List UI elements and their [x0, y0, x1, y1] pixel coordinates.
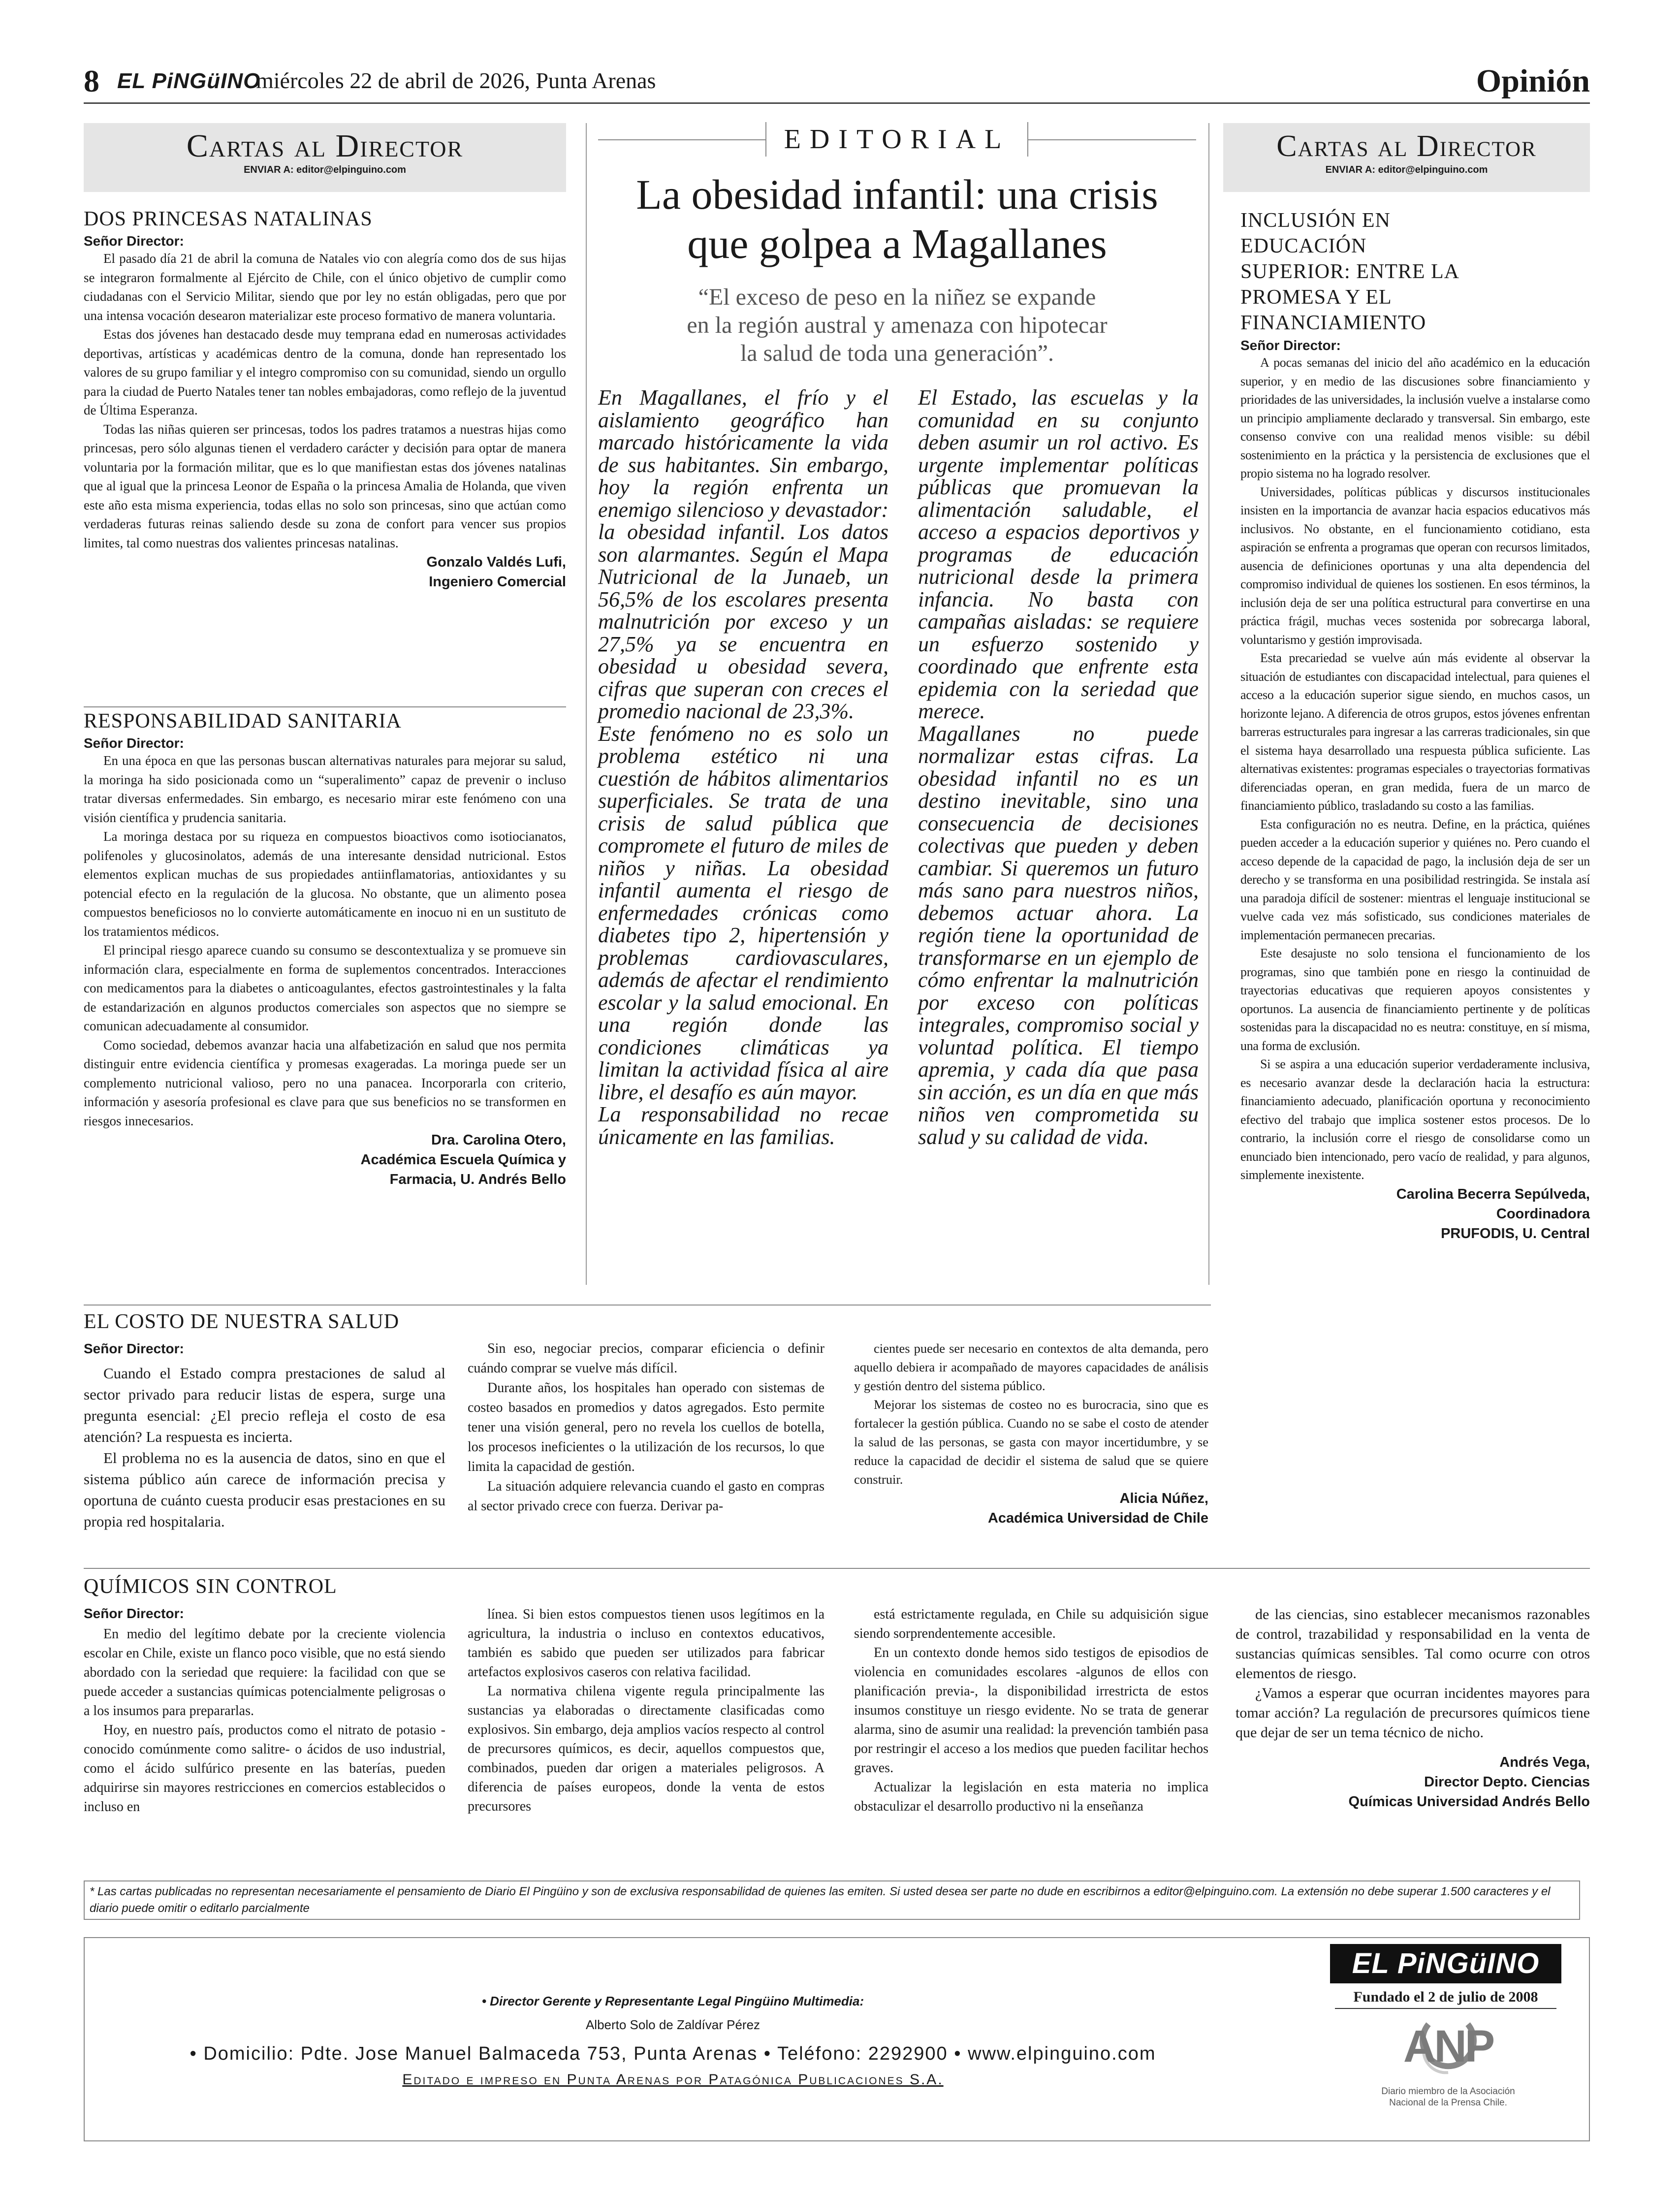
- paragraph: Este fenómeno no es solo un problema estético ni una cuestión de hábitos alimentarios superficiales. Se trata de una crisis de salud pública que compromete el futuro de miles de niños y niñas. La obesidad infantil aumenta el riesgo de enfermedades crónicas como diabetes tipo 2, hipertensión y problemas cardiovasculares, además de afectar el rendimiento escolar y la salud emocional. En una región donde las condiciones climáticas ya limitan la actividad física al aire libre, el desafío es aún mayor.: [598, 721, 888, 1104]
- salud-col-3: [854, 1339, 1208, 1528]
- signature-line: Alicia Núñez,: [1119, 1491, 1208, 1506]
- paragraph: En Magallanes, el frío y el aislamiento geográfico han marcado históricamente la vida de sus habitantes. Sin embargo, hoy la región enfrenta un enemigo silencioso y devastador: la obesidad infantil. Los datos son alarmantes. Según el Mapa Nutricional de la Junaeb, un 56,5% de los escolares presenta malnutrición por exceso y un 27,5% ya se encuentra en obesidad u obesidad severa, cifras que superan con creces el promedio nacional de 23,3%.: [598, 385, 888, 723]
- editorial-label-box: [598, 122, 1196, 157]
- signature: [1240, 1184, 1590, 1243]
- paragraph: La situación adquiere relevancia cuando el gasto en compras al sector privado crece con fuerza. Derivar pa-: [468, 1479, 824, 1514]
- signature: [854, 1489, 1208, 1528]
- signature-line: Carolina Becerra Sepúlveda,: [1396, 1186, 1590, 1202]
- paragraph: Estas dos jóvenes han destacado desde muy temprana edad en numerosas actividades deportivas, artísticas y académicas dentro de la comuna, donde han representado los valores de su grupo familiar y el integro compromiso con su comunidad, siendo un orgullo para la ciudad de Puerto Natales tener tan nobles embajadoras, como reflejo de la juventud de Última Esperanza.: [84, 327, 566, 417]
- headline-line: que golpea a Magallanes: [687, 220, 1107, 267]
- director-label: • Director Gerente y Representante Legal Pingüino Multimedia:: [481, 1994, 864, 2008]
- paragraph: La responsabilidad no recae únicamente en las familias.: [598, 1102, 888, 1149]
- page-header: [84, 62, 1590, 101]
- paragraph: En una época en que las personas buscan alternativas naturales para mejorar su salud, la moringa ha sido posicionada como un “superalimento” capaz de prevenir o incluso tratar diversas enfermedades. Sin embargo, es necesario mirar este fenómeno con una visión científica y prudencia sanitaria.: [84, 753, 566, 825]
- anp-logo: [1394, 2014, 1502, 2083]
- signature-line: PRUFODIS, U. Central: [1441, 1225, 1590, 1242]
- letter-title: QUÍMICOS SIN CONTROL: [84, 1575, 337, 1598]
- signature: [1236, 1752, 1590, 1812]
- paragraph: Esta configuración no es neutra. Define, en la práctica, quiénes pueden acceder a la educación superior y quiénes no. Pero cuando el acceso depende de la capacidad de pago, la inclusión deja de ser un derecho y se transforma en una posibilidad restringida. Se instala así una paradoja difícil de sostener: mientras el lenguaje institucional se vuelve cada vez más sofisticado, sus condiciones materiales de implementación permanecen precarias.: [1240, 817, 1590, 942]
- anp-caption-line: Nacional de la Prensa Chile.: [1389, 2098, 1507, 2108]
- paragraph: Durante años, los hospitales han operado con sistemas de costeo basados en promedios y datos agregados. Esto permite tener una visión general, pero no revela los cuellos de botella, los procesos ineficientes o la utilización de los recursos, lo que limita la capacidad de gestión.: [468, 1380, 824, 1474]
- cartas-header-left: [84, 123, 566, 192]
- editorial-col-2: [918, 386, 1199, 1148]
- letter-title: RESPONSABILIDAD SANITARIA: [84, 710, 402, 733]
- salutation: Señor Director:: [1240, 338, 1341, 353]
- paragraph: Como sociedad, debemos avanzar hacia una alfabetización en salud que nos permita distinguir entre evidencia científica y promesas exageradas. La moringa puede ser un complemento nutricional valioso, pero no una panacea. Incorporarla con criterio, información y asesoría profesional es clave para que sus beneficios no se transformen en riesgos innecesarios.: [84, 1037, 566, 1128]
- cartas-title: Cartas al Director: [1276, 129, 1537, 163]
- paragraph: de las ciencias, sino establecer mecanismos razonables de control, trazabilidad y responsabilidad en la venta de sustancias químicas sensibles. Tal como ocurre con otros elementos de riesgo.: [1236, 1606, 1590, 1682]
- paragraph: Magallanes no puede normalizar estas cifras. La obesidad infantil no es un destino inevitable, sino una consecuencia de decisiones colectivas que pueden y deben cambiar. Si queremos un futuro más sano para nuestros niños, debemos actuar ahora. La región tiene la oportunidad de transformarse en un ejemplo de cómo enfrentar la malnutrición por exceso con políticas integrales, compromiso social y voluntad política. El tiempo apremia, y cada día que pasa sin acción, es un día en que más niños ven comprometida su salud y su calidad de vida.: [918, 721, 1199, 1149]
- signature-line: Ingeniero Comercial: [429, 574, 566, 590]
- signature-line: Coordinadora: [1496, 1206, 1590, 1222]
- deck-line: la salud de toda una generación”.: [740, 340, 1054, 366]
- disclaimer-box: [84, 1880, 1580, 1920]
- anp-caption: [1355, 2086, 1542, 2108]
- paragraph: Todas las niñas quieren ser princesas, todos los padres tratamos a nuestras hijas como princesas, pero sólo algunas tienen el verdadero carácter y decisión para optar de manera voluntaria por la formación militar, que es lo que manifiestan estas dos jóvenes natalinas que al igual que la princesa Leonor de España o la princesa Amalia de Holanda, que viven este año esta misma experiencia, todas ellas no solo son princesas, sino que actúan como verdaderas futuras reinas saliendo desde su zona de confort para vencer sus propios limites, tal como nuestras dos valientes princesas natalinas.: [84, 421, 566, 550]
- founded-rule: [1335, 2008, 1556, 2009]
- divider: [84, 706, 566, 707]
- signature-line: Gonzalo Valdés Lufi,: [426, 554, 566, 570]
- signature-line: Farmacia, U. Andrés Bello: [389, 1172, 566, 1187]
- deck-line: “El exceso de peso en la niñez se expande: [698, 284, 1096, 310]
- editorial-right-rule: [1208, 123, 1209, 1285]
- quimicos-col-3: [854, 1605, 1208, 1816]
- anp-letters: ANP: [1403, 2021, 1493, 2071]
- signature-line: Andrés Vega,: [1499, 1754, 1590, 1770]
- footer-logo: EL PiNGüINO: [1330, 1944, 1561, 1983]
- address-line: • Domicilio: Pdte. Jose Manuel Balmaceda 753, Punta Arenas • Teléfono: 2292900 • www.elpinguino.com: [190, 2043, 1156, 2064]
- disclaimer-text: * Las cartas publicadas no representan necesariamente el pensamiento de Diario El Pingüino y son de exclusiva responsabilidad de quienes las emiten. Si usted desea ser parte no dude en escribirnos a editor@elpinguino.com. La extensión no debe superar 1.500 caracteres y el diario puede omitir o editarlo parcialmente: [90, 1885, 1551, 1915]
- salutation: Señor Director:: [84, 1341, 184, 1356]
- label-rule-left: [598, 139, 765, 140]
- paragraph: Si se aspira a una educación superior verdaderamente inclusiva, es necesario avanzar desde la declaración hacia la estructura: financiamiento adecuado, planificación oportuna y reconocimiento efectivo del trabajo que implica sostener estos procesos. De lo contrario, la inclusión corre el riesgo de consolidarse como un enunciado bien intencionado, pero vacío de realidad, y para algunos, simplemente inexistente.: [1240, 1057, 1590, 1182]
- paragraph: Esta precariedad se vuelve aún más evidente al observar la situación de estudiantes con discapacidad intelectual, para quienes el acceso a la educación superior sigue siendo, en muchos casos, un horizonte lejano. A diferencia de otros grupos, estos jóvenes enfrentan barreras estructurales para ingresar a las carreras tradicionales, sin que el sistema haya desarrollado una respuesta pública suficiente. Las alternativas existentes: programas especiales o trayectorias formativas diferenciadas operan, en gran medida, fuera de un marco de financiamiento público, trasladando su costo a las familias.: [1240, 651, 1590, 813]
- editorial-label: EDITORIAL: [784, 124, 1011, 155]
- paragraph: El pasado día 21 de abril la comuna de Natales vio con alegría como dos de sus hijas se integraron formalmente al Ejército de Chile, con el único objetivo de cumplir como ciudadanas con el Servicio Militar, siendo que por ley no están obligadas, pero que por una intensa vocación desearon materializar este proceso formativo de manera voluntaria.: [84, 251, 566, 323]
- editorial-left-rule: [586, 123, 587, 1285]
- paragraph: A pocas semanas del inicio del año académico en la educación superior, y en medio de las discusiones sobre financiamiento y prioridades de las universidades, la inclusión vuelve a instalarse como un principio ampliamente declarado y transversal. Sin embargo, este consenso convive con una realidad menos visible: su débil sostenimiento en la práctica y la persistencia de exclusiones que el propio sistema no ha logrado resolver.: [1240, 355, 1590, 480]
- paragraph: La moringa destaca por su riqueza en compuestos bioactivos como isotiocianatos, polifenoles y glucosinolatos, además de una interesante densidad nutricional. Estos elementos explican muchas de sus propiedades antiinflamatorias, antioxidantes y su potencial efecto en la regulación de la glucosa. No obstante, que un alimento posea compuestos beneficiosos no lo convierte automáticamente en inocuo ni en un sustituto de los tratamientos médicos.: [84, 829, 566, 939]
- paragraph: ¿Vamos a esperar que ocurran incidentes mayores para tomar acción? La regulación de precursores químicos tiene que dejar de ser un tema técnico de nicho.: [1236, 1685, 1590, 1741]
- quimicos-col-2: [468, 1605, 824, 1816]
- letter-princesas: [84, 207, 566, 592]
- paragraph: línea. Si bien estos compuestos tienen usos legítimos en la agricultura, la industria o incluso en contextos educativos, también es sabido que pueden ser utilizados para fabricar artefactos explosivos caseros con relativa facilidad.: [468, 1607, 824, 1680]
- paragraph: cientes puede ser necesario en contextos de alta demanda, pero aquello debiera ir acompañado de mayores capacidades de análisis y gestión dentro del sistema público.: [854, 1341, 1208, 1393]
- divider: [84, 1305, 1211, 1306]
- letter-title: EL COSTO DE NUESTRA SALUD: [84, 1310, 400, 1333]
- signature-line: Académica Escuela Química y: [360, 1152, 566, 1168]
- signature-line: Académica Universidad de Chile: [987, 1510, 1208, 1526]
- signature-line: Químicas Universidad Andrés Bello: [1348, 1794, 1590, 1810]
- paragraph: Mejorar los sistemas de costeo no es burocracia, sino que es fortalecer la gestión pública. Cuando no se sabe el costo de atender la salud de las personas, se gasta con mayor incertidumbre, y se reduce la capacidad de decidir el sistema de salud que se quiere construir.: [854, 1397, 1208, 1487]
- editorial-deck: [598, 283, 1196, 367]
- letter-inclusion: [1240, 208, 1590, 1243]
- signature: [84, 1130, 566, 1189]
- salud-col-3-body: [854, 1339, 1208, 1489]
- letter-title: INCLUSIÓN EN EDUCACIÓN SUPERIOR: ENTRE LA PROMESA Y EL FINANCIAMIENTO: [1240, 209, 1458, 334]
- letter-body: [84, 751, 566, 1130]
- director-name: Alberto Solo de Zaldívar Pérez: [585, 2017, 761, 2032]
- paragraph: Actualizar la legislación en esta materia no implica obstaculizar el desarrollo productivo ni la enseñanza: [854, 1780, 1208, 1814]
- signature-line: Director Depto. Ciencias: [1424, 1774, 1590, 1790]
- quimicos-col-4-body: [1236, 1605, 1590, 1743]
- letter-body: [84, 249, 566, 552]
- paragraph: Cuando el Estado compra prestaciones de salud al sector privado para reducir listas de espera, surge una pregunta esencial: ¿El precio refleja el costo de esa atención? La respuesta es incierta.: [84, 1365, 445, 1445]
- paragraph: En un contexto donde hemos sido testigos de episodios de violencia en comunidades escolares -algunos de ellos con planificación previa-, la disponibilidad irrestricta de estos insumos constituye un riesgo evidente. No se trata de generar alarma, sino de asumir una realidad: la prevención también pasa por restringir el acceso a los medios que pueden facilitar hechos graves.: [854, 1645, 1208, 1776]
- deck-line: en la región austral y amenaza con hipotecar: [687, 312, 1108, 338]
- salud-col-2: [468, 1339, 824, 1516]
- footer-box: [84, 1937, 1590, 2141]
- signature-line: Dra. Carolina Otero,: [431, 1132, 566, 1148]
- anp-caption-line: Diario miembro de la Asociación: [1381, 2086, 1515, 2097]
- paragraph: El Estado, las escuelas y la comunidad en su conjunto deben asumir un rol activo. Es urgente implementar políticas públicas que promuevan la alimentación saludable, el acceso a espacios deportivos y programas de educación nutricional desde la primera infancia. No basta con campañas aisladas: se requiere un esfuerzo sostenido y coordinado que enfrente esta epidemia con la seriedad que merece.: [918, 385, 1199, 723]
- edited-line: Editado e impreso en Punta Arenas por Patagónica Publicaciones S.A.: [402, 2071, 944, 2088]
- headline-line: La obesidad infantil: una crisis: [636, 171, 1158, 218]
- header-rule: [84, 102, 1590, 104]
- cartas-email: ENVIAR A: editor@elpinguino.com: [1325, 164, 1488, 175]
- signature: [84, 552, 566, 592]
- founded-text: Fundado el 2 de julio de 2008: [1353, 1989, 1538, 2005]
- paragraph: Sin eso, negociar precios, comparar eficiencia o definir cuándo comprar se vuelve más difícil.: [468, 1341, 824, 1376]
- page-number: 8: [84, 64, 99, 98]
- paragraph: Hoy, en nuestro país, productos como el nitrato de potasio -conocido comúnmente como salitre- o ácidos de uso industrial, como el ácido sulfúrico presente en las baterías, pueden adquirirse sin mayores restricciones en comercios establecidos o incluso en: [84, 1722, 445, 1815]
- label-rule-right: [1028, 139, 1196, 140]
- header-brand: EL PiNGüINO: [117, 69, 261, 93]
- quimicos-col-4: [1236, 1605, 1590, 1812]
- paragraph: El principal riesgo aparece cuando su consumo se descontextualiza y se promueve sin información clara, especialmente en forma de suplementos concentrados. Interacciones con medicamentos para la diabetes o anticoagulantes, efectos gastrointestinales y la falta de estandarización en algunos productos comerciales son aspectos que no siempre se comunican adecuadamente al consumidor.: [84, 943, 566, 1033]
- letter-body: [1240, 353, 1590, 1184]
- paragraph: Este desajuste no solo tensiona el funcionamiento de los programas, sino que también pone en riesgo la continuidad de trayectorias educativas que requieren apoyos consistentes y oportunos. La ausencia de financiamiento pertinente y de políticas sostenidas para la discapacidad no es neutra: constituye, en sí misma, una forma de exclusión.: [1240, 946, 1590, 1053]
- paragraph: Universidades, políticas públicas y discursos institucionales insisten en la importancia de avanzar hacia espacios educativos más inclusivos. No obstante, en el funcionamiento cotidiano, esta aspiración se enfrenta a programas que operan con recursos limitados, ausencia de definiciones oportunas y una alta dependencia del compromiso individual de quienes los sostienen. En esos términos, la inclusión deja de ser una política estructural para convertirse en una práctica frágil, muchas veces sostenida por sobrecarga laboral, voluntarismo y gestión improvisada.: [1240, 484, 1590, 647]
- salutation: Señor Director:: [84, 1606, 184, 1621]
- cartas-email: ENVIAR A: editor@elpinguino.com: [244, 164, 406, 175]
- salutation: Señor Director:: [84, 233, 184, 249]
- divider: [84, 1568, 1590, 1569]
- letter-sanitaria: [84, 709, 566, 1189]
- letter-title: DOS PRINCESAS NATALINAS: [84, 208, 373, 230]
- salutation: Señor Director:: [84, 735, 184, 751]
- cartas-title: Cartas al Director: [186, 128, 464, 164]
- quimicos-col-1: [84, 1625, 445, 1816]
- section-title: Opinión: [1476, 63, 1590, 99]
- label-tick-left: [765, 122, 766, 157]
- paragraph: La normativa chilena vigente regula principalmente las sustancias ya elaboradas o directamente clasificadas como explosivos. Sin embargo, deja amplios vacíos respecto al control de precursores químicos, es decir, aquellos compuestos que, combinados, pueden dar origen a materiales peligrosos. A diferencia de países europeos, donde la venta de estos precursores: [468, 1684, 824, 1814]
- paragraph: está estrictamente regulada, en Chile su adquisición sigue siendo sorprendentemente accesible.: [854, 1607, 1208, 1641]
- editorial-col-1: [598, 386, 888, 1148]
- paragraph: En medio del legítimo debate por la creciente violencia escolar en Chile, existe un flanco poco visible, que no está siendo abordado con la seriedad que requiere: la facilidad con que se puede acceder a sustancias químicas potencialmente peligrosas o a los insumos para prepararlas.: [84, 1626, 445, 1719]
- salud-col-1: [84, 1363, 445, 1532]
- paragraph: El problema no es la ausencia de datos, sino en que el sistema público aún carece de información precisa y oportuna de cuánto cuesta producir esas prestaciones en su propia red hospitalaria.: [84, 1449, 445, 1530]
- editorial-headline: [598, 170, 1196, 268]
- header-date: miércoles 22 de abril de 2026, Punta Arenas: [256, 68, 656, 93]
- cartas-header-right: [1223, 123, 1590, 192]
